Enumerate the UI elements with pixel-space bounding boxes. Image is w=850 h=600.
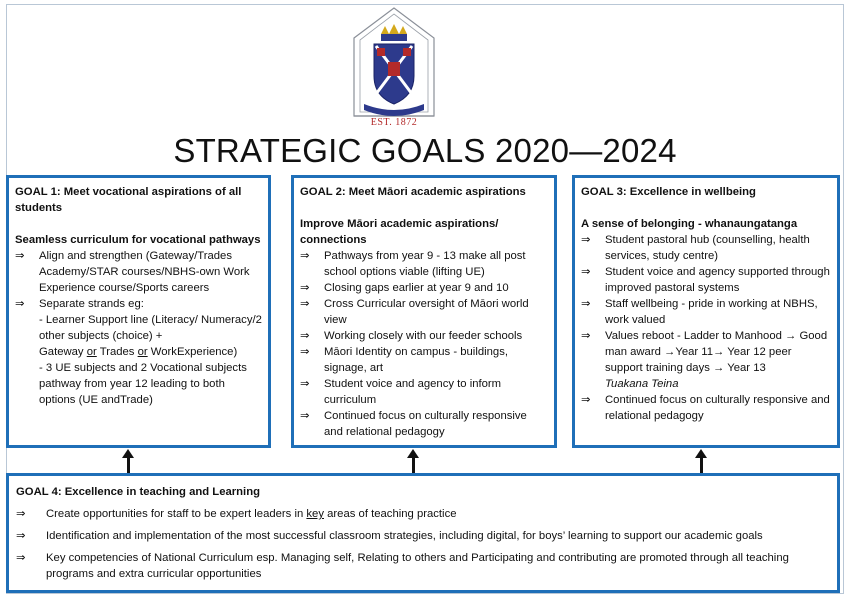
list-item: ⇒ Identification and implementation of the most successful classroom strategies, including digital, for boys’ learning to support our academic goals	[16, 530, 763, 542]
list-item: ⇒ Separate strands eg: - Learner Support line (Literacy/ Numeracy/2 other subjects (choice) + Gateway or Trades or WorkExperience) - 3 UE subjects and 2 Vocational subjects pathway from year 12 leading to both options (UE andTrade)	[15, 298, 262, 406]
double-arrow-icon: ⇒	[300, 250, 310, 262]
list-item: ⇒ Key competencies of National Curriculum esp. Managing self, Relating to others and Participating and contributing are promoted through all teaching programs and extra curricular opportunities	[16, 552, 789, 580]
double-arrow-icon: ⇒	[581, 266, 591, 278]
double-arrow-icon: ⇒	[16, 552, 26, 564]
list-item: ⇒ Continued focus on culturally responsive and relational pedagogy	[300, 410, 527, 438]
goal-3-title: GOAL 3: Excellence in wellbeing	[581, 186, 756, 198]
goal-4-box	[6, 473, 840, 593]
double-arrow-icon: ⇒	[581, 330, 591, 342]
list-item: ⇒ Working closely with our feeder schools	[300, 330, 523, 342]
list-item: ⇒ Continued focus on culturally responsive and relational pedagogy	[581, 394, 830, 422]
double-arrow-icon: ⇒	[581, 394, 591, 406]
list-item: ⇒ Values reboot - Ladder to Manhood → Good man award →Year 11→ Year 12 peer support training days → Year 13 Tuakana Teina	[581, 330, 828, 390]
connector-arrow-2	[412, 457, 415, 473]
list-item: ⇒ Closing gaps earlier at year 9 and 10	[300, 282, 509, 294]
connector-arrow-1	[127, 457, 130, 473]
list-item: ⇒ Cross Curricular oversight of Māori world view	[300, 298, 529, 326]
list-item: ⇒ Student voice and agency supported through improved pastoral systems	[581, 266, 830, 294]
goal-2-subtitle: Improve Māori academic aspirations/ connections	[300, 218, 499, 246]
goal-2-box	[291, 175, 557, 448]
arrow-head-icon	[122, 449, 134, 458]
list-item: ⇒ Pathways from year 9 - 13 make all post school options viable (lifting UE)	[300, 250, 526, 278]
page-title: STRATEGIC GOALS 2020—2024	[173, 132, 677, 169]
double-arrow-icon: ⇒	[300, 346, 310, 358]
school-crest-icon	[350, 4, 438, 128]
goal-4-title: GOAL 4: Excellence in teaching and Learning	[16, 486, 260, 498]
goal-1-box	[6, 175, 271, 448]
goal-3-box	[572, 175, 840, 448]
goal-2-list	[300, 248, 548, 440]
arrow-head-icon	[407, 449, 419, 458]
goal-3-list	[581, 232, 831, 424]
list-item: ⇒ Align and strengthen (Gateway/Trades Academy/STAR courses/NBHS-own Work Experience course/Sports careers	[15, 250, 250, 294]
double-arrow-icon: ⇒	[16, 508, 26, 520]
crest-established-year: EST. 1872	[370, 117, 418, 128]
double-arrow-icon: ⇒	[300, 298, 310, 310]
double-arrow-icon: ⇒	[300, 282, 310, 294]
double-arrow-icon: ⇒	[300, 410, 310, 422]
list-item: ⇒ Student pastoral hub (counselling, health services, study centre)	[581, 234, 810, 262]
double-arrow-icon: ⇒	[581, 298, 591, 310]
arrow-head-icon	[695, 449, 707, 458]
list-item: ⇒ Student voice and agency to inform curriculum	[300, 378, 502, 406]
goal-4-list	[16, 506, 830, 582]
goal-2-title: GOAL 2: Meet Māori academic aspirations	[300, 186, 526, 198]
goal-1-title: GOAL 1: Meet vocational aspirations of all students	[15, 186, 242, 214]
double-arrow-icon: ⇒	[16, 530, 26, 542]
double-arrow-icon: ⇒	[300, 330, 310, 342]
connector-arrow-3	[700, 457, 703, 473]
list-item: ⇒ Create opportunities for staff to be expert leaders in key areas of teaching practice	[16, 508, 457, 520]
double-arrow-icon: ⇒	[300, 378, 310, 390]
list-item: ⇒ Staff wellbeing - pride in working at NBHS, work valued	[581, 298, 818, 326]
double-arrow-icon: ⇒	[581, 234, 591, 246]
double-arrow-icon: ⇒	[15, 298, 25, 310]
goal-1-list	[15, 248, 262, 408]
double-arrow-icon: ⇒	[15, 250, 25, 262]
list-item: ⇒ Māori Identity on campus - buildings, signage, art	[300, 346, 508, 374]
goal-3-subtitle: A sense of belonging - whanaungatanga	[581, 218, 798, 230]
goal-1-subtitle: Seamless curriculum for vocational pathways	[15, 234, 261, 246]
